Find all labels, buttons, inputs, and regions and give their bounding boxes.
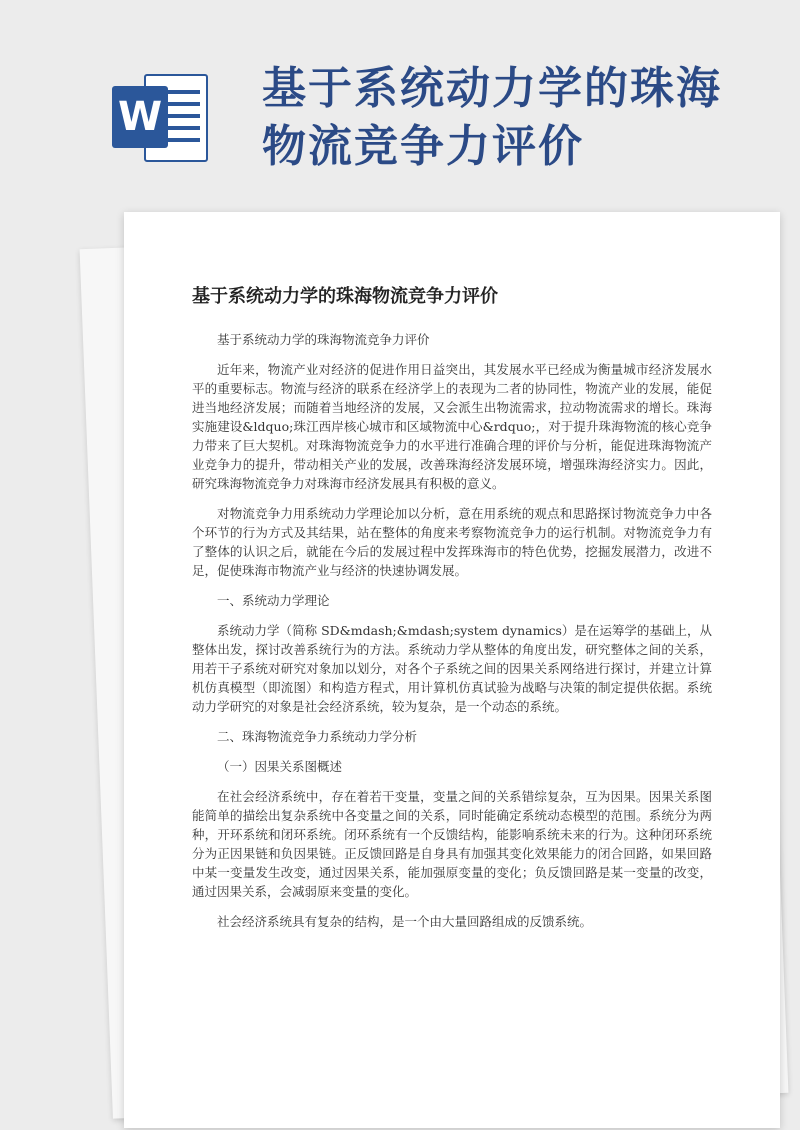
section-heading: 一、系统动力学理论 xyxy=(217,593,330,608)
subsection-heading: （一）因果关系图概述 xyxy=(217,759,343,774)
paragraph: 近年来，物流产业对经济的促进作用日益突出，其发展水平已经成为衡量城市经济发展水平的重要标志。物流与经济的联系在经济学上的表现为二者的协同性，物流产业的发展，能促进当地经济发展；而随着当地经济的发展，又会派生出物流需求，拉动物流需求的增长。珠海实施建设&ldquo;珠江西岸核心城市和区域物流中心&rdquo;，对于提升珠海物流的核心竞争力带来了巨大契机。对珠海物流竞争力的水平进行准确合理的评价与分析，能促进珠海物流产业竞争力的提升，带动相关产业的发展，改善珠海经济发展环境，增强珠海经济实力。因此，研究珠海物流竞争力对珠海市经济发展具有积极的意义。 xyxy=(192,362,712,491)
paragraph: 系统动力学（简称 SD&mdash;&mdash;system dynamics）是在运筹学的基础上，从整体出发，探讨改善系统行为的方法。系统动力学从整体的角度出发，研究整体之间的关系，用若干子系统对研究对象加以划分，对各个子系统之间的因果关系网络进行探讨，并建立计算机仿真模型（即流图）和构造方程式，用计算机仿真试验为战略与决策的制定提供依据。系统动力学研究的对象是社会经济系统，较为复杂，是一个动态的系统。 xyxy=(192,623,712,714)
document-page xyxy=(124,212,780,1128)
banner-title: 基于系统动力学的珠海物流竞争力评价 xyxy=(262,63,722,172)
paragraph: 社会经济系统具有复杂的结构，是一个由大量回路组成的反馈系统。 xyxy=(217,914,593,929)
paragraph: 基于系统动力学的珠海物流竞争力评价 xyxy=(217,332,430,347)
paragraph: 在社会经济系统中，存在着若干变量，变量之间的关系错综复杂，互为因果。因果关系图能简单的描绘出复杂系统中各变量之间的关系，同时能确定系统动态模型的范围。系统分为两种，开环系统和闭环系统。闭环系统有一个反馈结构，能影响系统未来的行为。这种闭环系统分为正因果链和负因果链。正反馈回路是自身具有加强其变化效果能力的闭合回路，如果回路中某一变量发生改变，通过因果关系，能加强原变量的变化；负反馈回路是某一变量的改变，通过因果关系，会减弱原来变量的变化。 xyxy=(192,789,712,899)
document-title: 基于系统动力学的珠海物流竞争力评价 xyxy=(192,286,498,307)
word-document-icon xyxy=(112,68,212,168)
header-banner xyxy=(0,0,800,200)
section-heading: 二、珠海物流竞争力系统动力学分析 xyxy=(217,729,418,744)
word-letter-badge: W xyxy=(112,86,168,148)
document-body xyxy=(192,330,712,942)
paragraph: 对物流竞争力用系统动力学理论加以分析，意在用系统的观点和思路探讨物流竞争力中各个环节的行为方式及其结果，站在整体的角度来考察物流竞争力的运行机制。对物流竞争力有了整体的认识之后，就能在今后的发展过程中发挥珠海市的特色优势，挖掘发展潜力，改进不足，促使珠海市物流产业与经济的快速协调发展。 xyxy=(192,506,712,578)
